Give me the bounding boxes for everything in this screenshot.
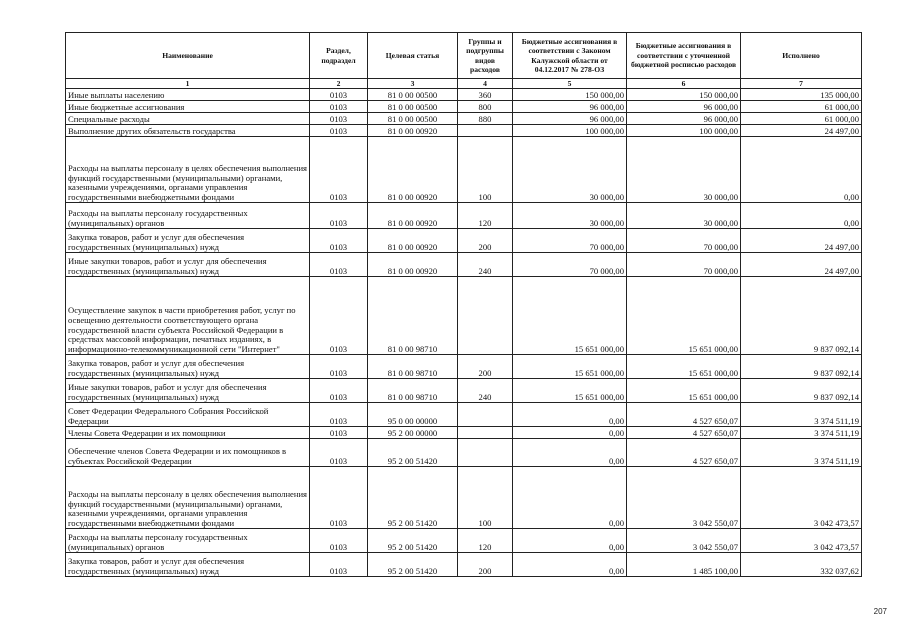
row-law: 0,00: [513, 403, 627, 427]
row-revised: 15 651 000,00: [627, 277, 741, 355]
header-row: [66, 33, 862, 79]
header-executed: Исполнено: [741, 33, 862, 79]
row-law: 70 000,00: [513, 229, 627, 253]
row-target: 95 2 00 51420: [368, 467, 458, 529]
row-law: 0,00: [513, 553, 627, 577]
row-group: 360: [458, 89, 513, 101]
row-revised: 70 000,00: [627, 253, 741, 277]
row-name: Расходы на выплаты персоналу государственных (муниципальных) органов: [66, 203, 310, 229]
row-section: 0103: [310, 89, 368, 101]
row-section: 0103: [310, 403, 368, 427]
row-name: Обеспечение членов Совета Федерации и их помощников в субъектах Российской Федерации: [66, 439, 310, 467]
table-row: [66, 355, 862, 379]
row-group: 200: [458, 553, 513, 577]
row-executed: 0,00: [741, 137, 862, 203]
row-law: 0,00: [513, 427, 627, 439]
row-executed: 135 000,00: [741, 89, 862, 101]
row-executed: 61 000,00: [741, 101, 862, 113]
header-section: Раздел, подраздел: [310, 33, 368, 79]
row-executed: 3 374 511,19: [741, 427, 862, 439]
row-law: 96 000,00: [513, 113, 627, 125]
row-revised: 15 651 000,00: [627, 355, 741, 379]
table-row: [66, 403, 862, 427]
row-target: 81 0 00 00500: [368, 89, 458, 101]
row-executed: 61 000,00: [741, 113, 862, 125]
row-executed: 3 374 511,19: [741, 439, 862, 467]
row-target: 95 2 00 51420: [368, 439, 458, 467]
row-executed: 9 837 092,14: [741, 355, 862, 379]
row-executed: 24 497,00: [741, 125, 862, 137]
row-name: Закупка товаров, работ и услуг для обеспечения государственных (муниципальных) нужд: [66, 355, 310, 379]
row-group: 240: [458, 253, 513, 277]
row-executed: 0,00: [741, 203, 862, 229]
row-law: 30 000,00: [513, 137, 627, 203]
column-number: 1: [66, 79, 310, 89]
row-law: 0,00: [513, 529, 627, 553]
header-target: Целевая статья: [368, 33, 458, 79]
row-law: 0,00: [513, 439, 627, 467]
row-section: 0103: [310, 229, 368, 253]
row-revised: 3 042 550,07: [627, 467, 741, 529]
row-name: Расходы на выплаты персоналу государственных (муниципальных) органов: [66, 529, 310, 553]
row-name: Выполнение других обязательств государства: [66, 125, 310, 137]
row-name: Иные бюджетные ассигнования: [66, 101, 310, 113]
row-law: 15 651 000,00: [513, 277, 627, 355]
row-revised: 4 527 650,07: [627, 403, 741, 427]
row-executed: 9 837 092,14: [741, 379, 862, 403]
row-group: 880: [458, 113, 513, 125]
row-name: Закупка товаров, работ и услуг для обеспечения государственных (муниципальных) нужд: [66, 229, 310, 253]
row-section: 0103: [310, 113, 368, 125]
row-target: 81 0 00 00500: [368, 113, 458, 125]
row-target: 81 0 00 00920: [368, 137, 458, 203]
table-row: [66, 229, 862, 253]
row-section: 0103: [310, 529, 368, 553]
row-group: [458, 439, 513, 467]
row-executed: 24 497,00: [741, 229, 862, 253]
table-row: [66, 89, 862, 101]
table-row: [66, 253, 862, 277]
row-name: Закупка товаров, работ и услуг для обеспечения государственных (муниципальных) нужд: [66, 553, 310, 577]
row-law: 100 000,00: [513, 125, 627, 137]
row-section: 0103: [310, 439, 368, 467]
table-row: [66, 529, 862, 553]
header-law: Бюджетные ассигнования в соответствии с Законом Калужской области от 04.12.2017 № 278-ОЗ: [513, 33, 627, 79]
row-section: 0103: [310, 253, 368, 277]
row-name: Иные закупки товаров, работ и услуг для обеспечения государственных (муниципальных) нужд: [66, 253, 310, 277]
row-target: 81 0 00 98710: [368, 379, 458, 403]
table-row: [66, 427, 862, 439]
row-executed: 9 837 092,14: [741, 277, 862, 355]
row-executed: 332 037,62: [741, 553, 862, 577]
table-row: [66, 553, 862, 577]
row-target: 81 0 00 00500: [368, 101, 458, 113]
row-revised: 4 527 650,07: [627, 439, 741, 467]
row-target: 81 0 00 00920: [368, 229, 458, 253]
row-law: 15 651 000,00: [513, 355, 627, 379]
table-row: [66, 113, 862, 125]
row-target: 81 0 00 00920: [368, 253, 458, 277]
row-executed: 3 374 511,19: [741, 403, 862, 427]
row-section: 0103: [310, 379, 368, 403]
header-name: Наименование: [66, 33, 310, 79]
column-number: 3: [368, 79, 458, 89]
column-number: 6: [627, 79, 741, 89]
row-name: Расходы на выплаты персоналу в целях обеспечения выполнения функций государственными (муниципальными) органами, казенными учреждениями, органами управления государственными внебюджетными фондами: [66, 467, 310, 529]
row-executed: 3 042 473,57: [741, 467, 862, 529]
row-target: 81 0 00 98710: [368, 277, 458, 355]
row-name: Иные закупки товаров, работ и услуг для обеспечения государственных (муниципальных) нужд: [66, 379, 310, 403]
row-law: 150 000,00: [513, 89, 627, 101]
row-group: 200: [458, 355, 513, 379]
budget-table: [65, 32, 862, 577]
row-law: 30 000,00: [513, 203, 627, 229]
header-revised: Бюджетные ассигнования в соответствии с уточненной бюджетной росписью расходов: [627, 33, 741, 79]
table-row: [66, 203, 862, 229]
row-group: 200: [458, 229, 513, 253]
row-executed: 3 042 473,57: [741, 529, 862, 553]
row-target: 81 0 00 00920: [368, 125, 458, 137]
column-number: 5: [513, 79, 627, 89]
row-law: 0,00: [513, 467, 627, 529]
row-target: 81 0 00 98710: [368, 355, 458, 379]
table-row: [66, 125, 862, 137]
table-row: [66, 101, 862, 113]
table-row: [66, 277, 862, 355]
row-group: 120: [458, 529, 513, 553]
table-row: [66, 467, 862, 529]
row-target: 95 2 00 51420: [368, 529, 458, 553]
row-revised: 70 000,00: [627, 229, 741, 253]
row-name: Члены Совета Федерации и их помощники: [66, 427, 310, 439]
row-group: 120: [458, 203, 513, 229]
row-group: 100: [458, 467, 513, 529]
row-revised: 96 000,00: [627, 101, 741, 113]
table-row: [66, 439, 862, 467]
row-law: 96 000,00: [513, 101, 627, 113]
row-law: 70 000,00: [513, 253, 627, 277]
row-section: 0103: [310, 277, 368, 355]
column-number: 2: [310, 79, 368, 89]
row-revised: 3 042 550,07: [627, 529, 741, 553]
header-groups: Группы и подгруппы видов расходов: [458, 33, 513, 79]
row-section: 0103: [310, 125, 368, 137]
row-name: Расходы на выплаты персоналу в целях обеспечения выполнения функций государственными (муниципальными) органами, казенными учреждениями, органами управления государственными внебюджетными фондами: [66, 137, 310, 203]
row-group: 240: [458, 379, 513, 403]
row-target: 95 0 00 00000: [368, 403, 458, 427]
row-revised: 96 000,00: [627, 113, 741, 125]
row-revised: 1 485 100,00: [627, 553, 741, 577]
row-executed: 24 497,00: [741, 253, 862, 277]
row-group: 100: [458, 137, 513, 203]
column-number: 7: [741, 79, 862, 89]
row-revised: 100 000,00: [627, 125, 741, 137]
table-row: [66, 379, 862, 403]
row-section: 0103: [310, 355, 368, 379]
row-section: 0103: [310, 137, 368, 203]
row-revised: 4 527 650,07: [627, 427, 741, 439]
row-section: 0103: [310, 553, 368, 577]
row-revised: 30 000,00: [627, 137, 741, 203]
row-name: Иные выплаты населению: [66, 89, 310, 101]
row-revised: 150 000,00: [627, 89, 741, 101]
row-section: 0103: [310, 467, 368, 529]
table-row: [66, 137, 862, 203]
row-target: 81 0 00 00920: [368, 203, 458, 229]
row-law: 15 651 000,00: [513, 379, 627, 403]
page-number: 207: [873, 607, 887, 616]
row-name: Осуществление закупок в части приобретения работ, услуг по освещению деятельности соответствующего органа государственной власти субъекта Российской Федерации в средствах массовой информации, печатных изданиях, в информационно-телекоммуникационной сети "Интернет": [66, 277, 310, 355]
row-target: 95 2 00 00000: [368, 427, 458, 439]
row-name: Совет Федерации Федерального Собрания Российской Федерации: [66, 403, 310, 427]
row-revised: 15 651 000,00: [627, 379, 741, 403]
column-number-row: [66, 79, 862, 89]
row-group: [458, 427, 513, 439]
row-section: 0103: [310, 203, 368, 229]
row-revised: 30 000,00: [627, 203, 741, 229]
row-section: 0103: [310, 101, 368, 113]
column-number: 4: [458, 79, 513, 89]
row-target: 95 2 00 51420: [368, 553, 458, 577]
row-group: [458, 125, 513, 137]
row-group: [458, 277, 513, 355]
row-section: 0103: [310, 427, 368, 439]
row-name: Специальные расходы: [66, 113, 310, 125]
row-group: [458, 403, 513, 427]
row-group: 800: [458, 101, 513, 113]
